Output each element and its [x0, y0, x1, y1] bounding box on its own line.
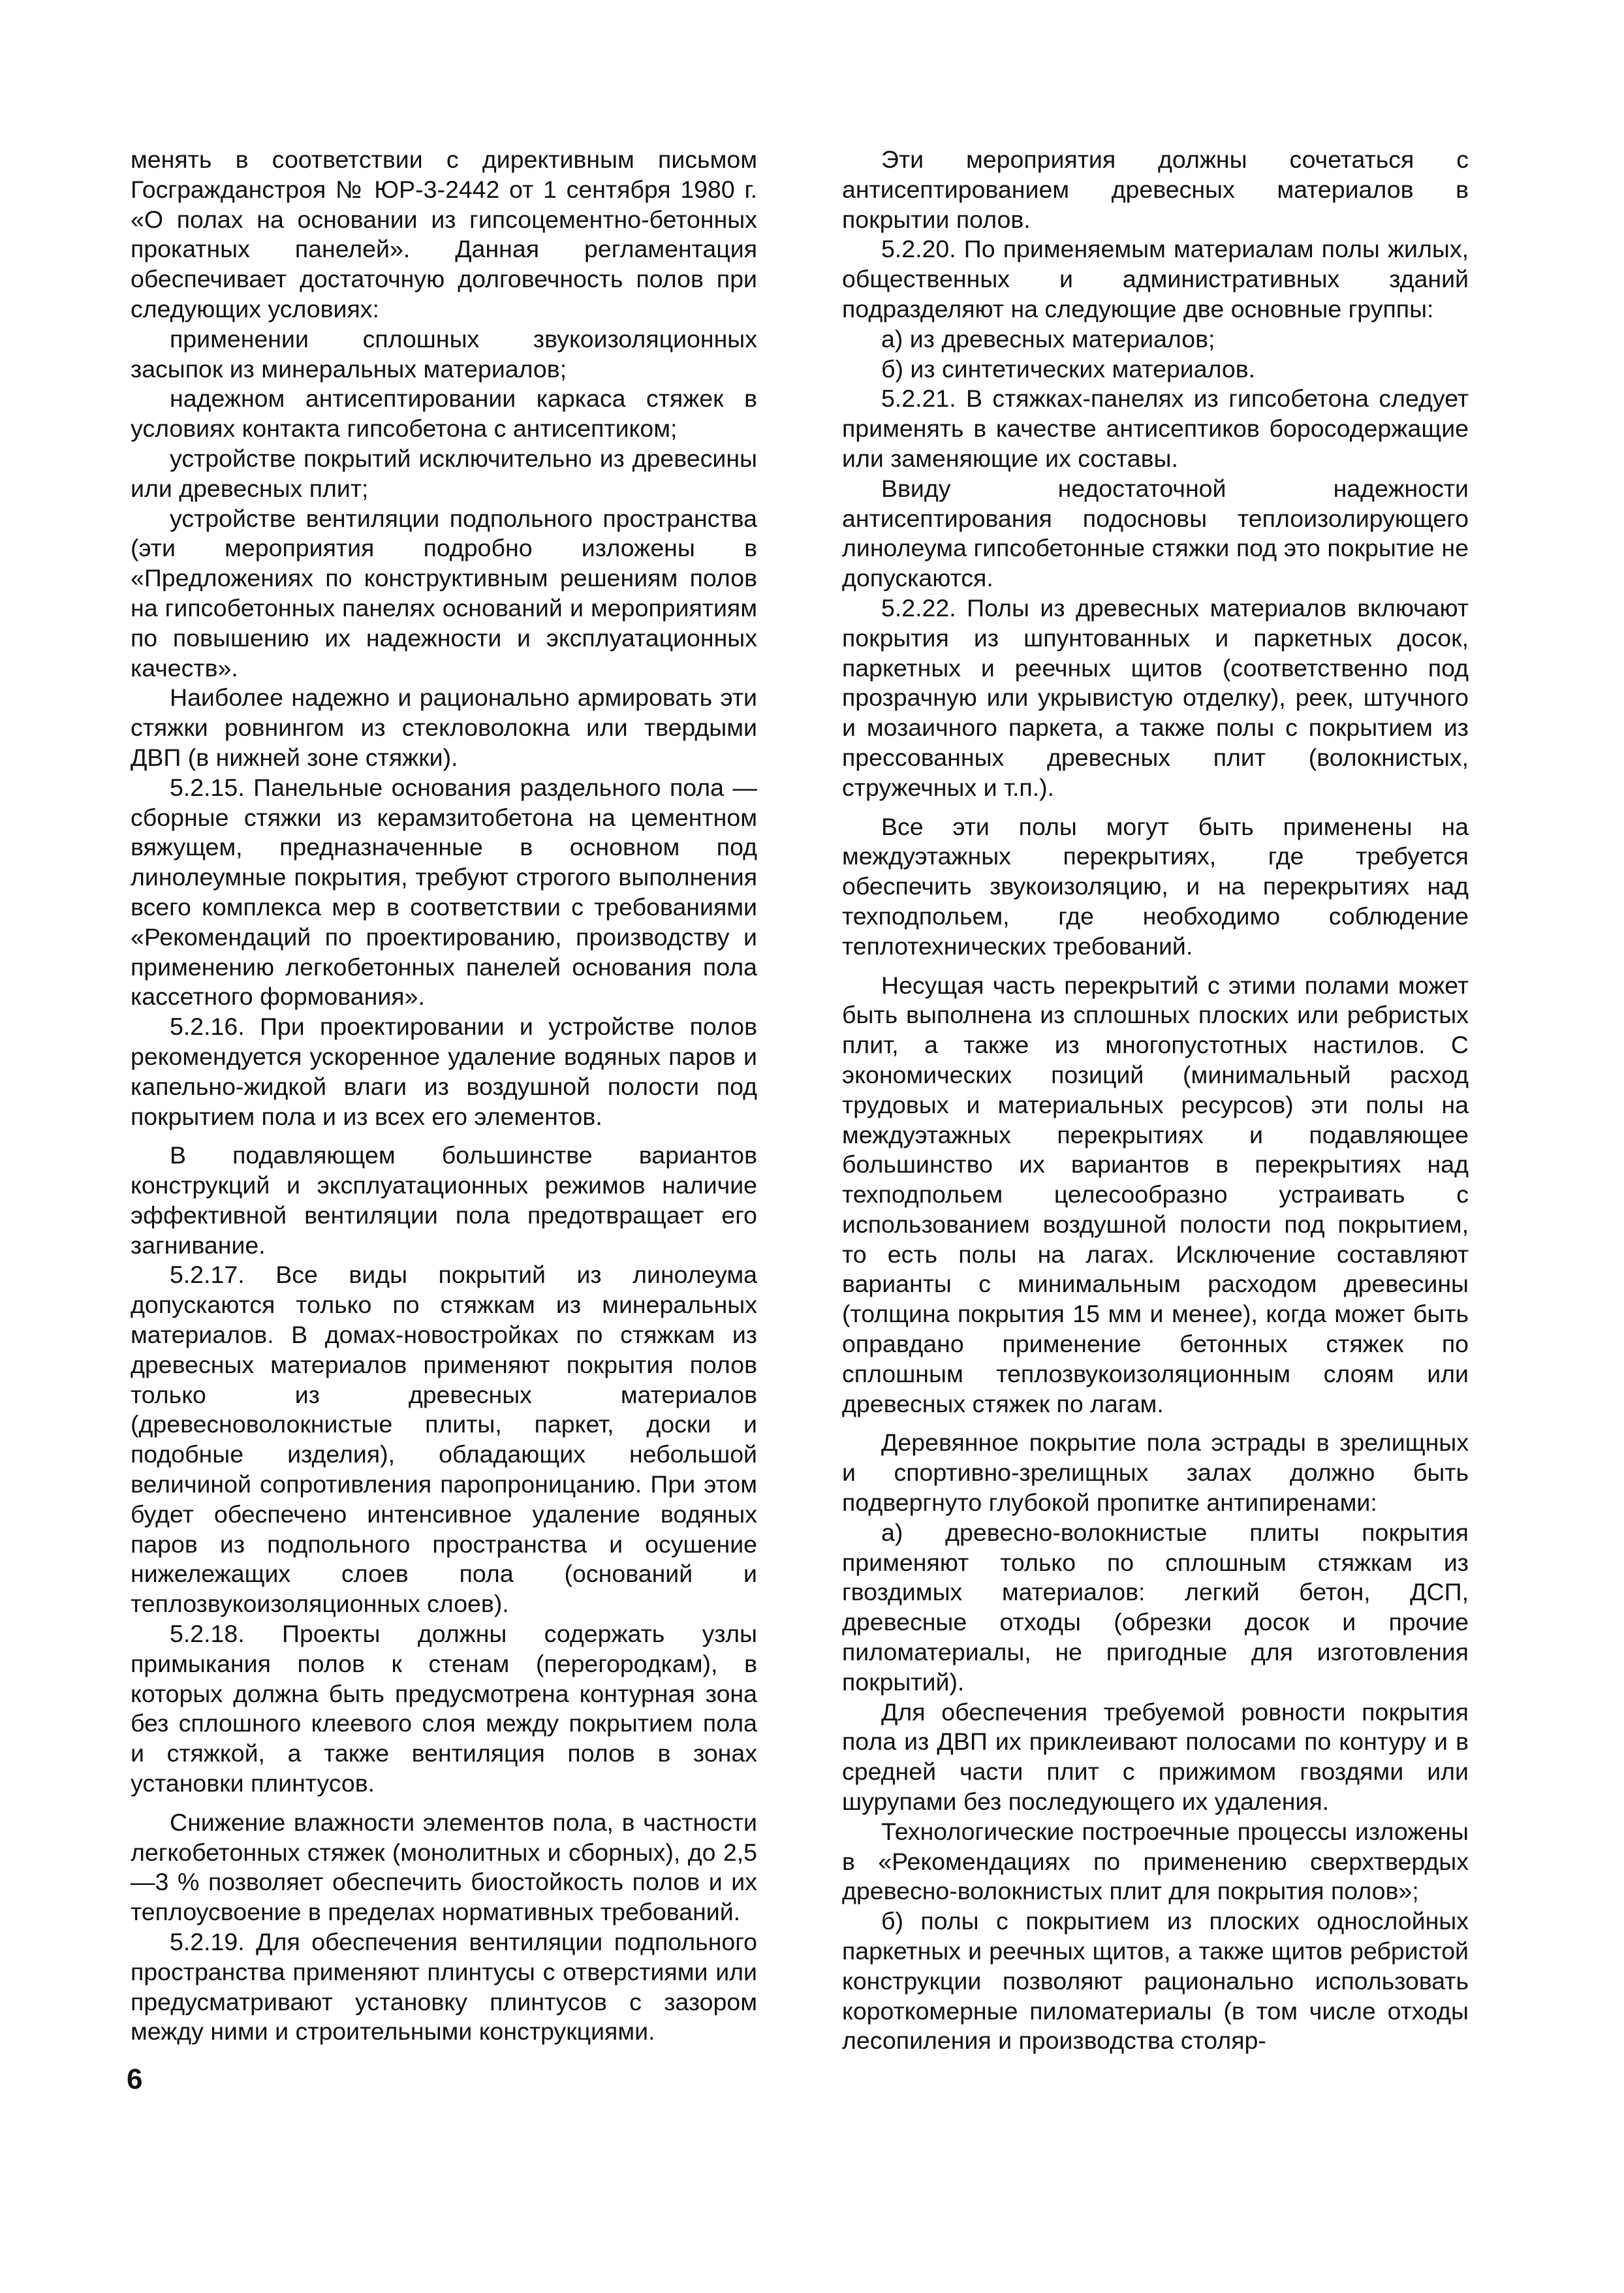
paragraph: 5.2.16. При проектировании и устройстве полов рекомендуется ускоренное удаление водяных паров и капельно-жидкой влаги из воздушной полости под покрытием пола и из всех его элементов. — [131, 1013, 757, 1130]
paragraph: Несущая часть перекрытий с этими полами может быть выполнена из сплошных плоских или ребристых плит, а также из многопустотных настилов. С экономических позиций (минимальный расход трудовых и материальных ресурсов) эти полы на междуэтажных перекрытиях и подавляющее большинство их вариантов в перекрытиях над техподпольем целесообразно устраивать с использованием воздушной полости под покрытием, то есть полы на лагах. Исключение составляют варианты с минимальным расходом древесины (толщина покрытия 15 мм и менее), когда может быть оправдано применение бетонных стяжек по сплошным теплозвукоизоляционным слоям или древесных стяжек по лагам. — [842, 971, 1469, 1417]
paragraph: применении сплошных звукоизоляционных засыпок из минеральных материалов; — [131, 324, 757, 383]
paragraph: Для обеспечения требуемой ровности покрытия пола из ДВП их приклеивают полосами по контуру и в средней части плит с прижимом гвоздями или шурупами без последующего их удаления. — [842, 1698, 1469, 1816]
paragraph: а) древесно-волокнистые плиты покрытия применяют только по сплошным стяжкам из гвоздимых материалов: легкий бетон, ДСП, древесные отходы (обрезки досок и прочие пиломатериалы, не пригодные для изготовления покрытий). — [842, 1518, 1469, 1696]
paragraph: б) из синтетических материалов. — [881, 355, 1256, 383]
paragraph: Наиболее надежно и рационально армировать эти стяжки ровнингом из стекловолокна или твердыми ДВП (в нижней зоне стяжки). — [131, 684, 757, 771]
paragraph: устройстве вентиляции подпольного пространства (эти мероприятия подробно изложены в «Предложениях по конструктивным решениям полов на гипсобетонных панелях оснований и мероприятиям по повышению их надежности и эксплуатационных качеств». — [131, 504, 757, 682]
paragraph: 5.2.22. Полы из древесных материалов включают покрытия из шпунтованных и паркетных досок, паркетных и реечных щитов (соответственно под прозрачную или укрывистую отделку), реек, штучного и мозаичного паркета, а также полы с покрытием из прессованных древесных плит (волокнистых, стружечных и т.п.). — [842, 593, 1469, 801]
paragraph: 5.2.19. Для обеспечения вентиляции подпольного пространства применяют плинтусы с отверстиями или предусматривают установку плинтусов с зазором между ними и строительными конструкциями. — [131, 1928, 757, 2046]
paragraph: 5.2.17. Все виды покрытий из линолеума допускаются только по стяжкам из минеральных материалов. В домах-новостройках по стяжкам из древесных материалов применяют покрытия полов только из древесных материалов (древесноволокнистые плиты, паркет, доски и подобные изделия), обладающих небольшой величиной сопротивления паропроницанию. При этом будет обеспечено интенсивное удаление водяных паров из подпольного пространства и осушение нижележащих слоев пола (оснований и теплозвукоизоляционных слоев). — [131, 1261, 757, 1618]
paragraph: 5.2.18. Проекты должны содержать узлы примыкания полов к стенам (перегородкам), в которых должна быть предусмотрена контурная зона без сплошного клеевого слоя между покрытием пола и стяжкой, а также вентиляция полов в зонах установки плинтусов. — [131, 1620, 757, 1797]
paragraph: Деревянное покрытие пола эстрады в зрелищных и спортивно-зрелищных залах должно быть подвергнуто глубокой пропитке антипиренами: — [842, 1429, 1469, 1517]
page-number: 6 — [127, 2063, 143, 2095]
paragraph: Все эти полы могут быть применены на междуэтажных перекрытиях, где требуется обеспечить звукоизоляцию, и на перекрытиях над техподпольем, где необходимо соблюдение теплотехнических требований. — [842, 812, 1469, 960]
paragraph: 5.2.15. Панельные основания раздельного пола — сборные стяжки из керамзитобетона на цементном вяжущем, предназначенные в основном под линолеумные покрытия, требуют строгого выполнения всего комплекса мер в соответствии с требованиями «Рекомендаций по проектированию, производству и применению легкобетонных панелей основания пола кассетного формования». — [131, 773, 757, 1011]
left-column — [131, 145, 757, 2047]
paragraph: В подавляющем большинстве вариантов конструкций и эксплуатационных режимов наличие эффективной вентиляции пола предотвращает его загнивание. — [131, 1141, 757, 1259]
paragraph: 5.2.21. В стяжках-панелях из гипсобетона следует применять в качестве антисептиков боросодержащие или заменяющие их составы. — [842, 385, 1469, 472]
right-column — [842, 145, 1469, 2056]
paragraph: менять в соответствии с директивным письмом Госгражданстроя № ЮР-3-2442 от 1 сентября 1980 г. «О полах на основании из гипсоцементно-бетонных прокатных панелей». Данная регламентация обеспечивает достаточную долговечность полов при следующих условиях: — [131, 146, 757, 323]
paragraph: а) из древесных материалов; — [881, 324, 1215, 353]
paragraph: 5.2.20. По применяемым материалам полы жилых, общественных и административных зданий подразделяют на следующие две основные группы: — [842, 235, 1469, 323]
paragraph: надежном антисептировании каркаса стяжек в условиях контакта гипсобетона с антисептиком; — [131, 385, 757, 443]
paragraph: Снижение влажности элементов пола, в частности легкобетонных стяжек (монолитных и сборных), до 2,5—3 % позволяет обеспечить биостойкость полов и их теплоусвоение в пределах нормативных требований. — [131, 1808, 757, 1926]
paragraph: Технологические построечные процессы изложены в «Рекомендациях по применению сверхтвердых древесно-волокнистых плит для покрытия полов»; — [842, 1817, 1469, 1905]
paragraph: Эти мероприятия должны сочетаться с антисептированием древесных материалов в покрытии полов. — [842, 146, 1469, 233]
paragraph: устройстве покрытий исключительно из древесины или древесных плит; — [131, 444, 757, 502]
paragraph: Ввиду недостаточной надежности антисептирования подосновы теплоизолирующего линолеума гипсобетонные стяжки под это покрытие не допускаются. — [842, 474, 1469, 592]
paragraph: б) полы с покрытием из плоских однослойных паркетных и реечных щитов, а также щитов ребристой конструкции позволяют рационально использовать короткомерные пиломатериалы (в том числе отходы лесопиления и производства столяр- — [842, 1907, 1469, 2055]
